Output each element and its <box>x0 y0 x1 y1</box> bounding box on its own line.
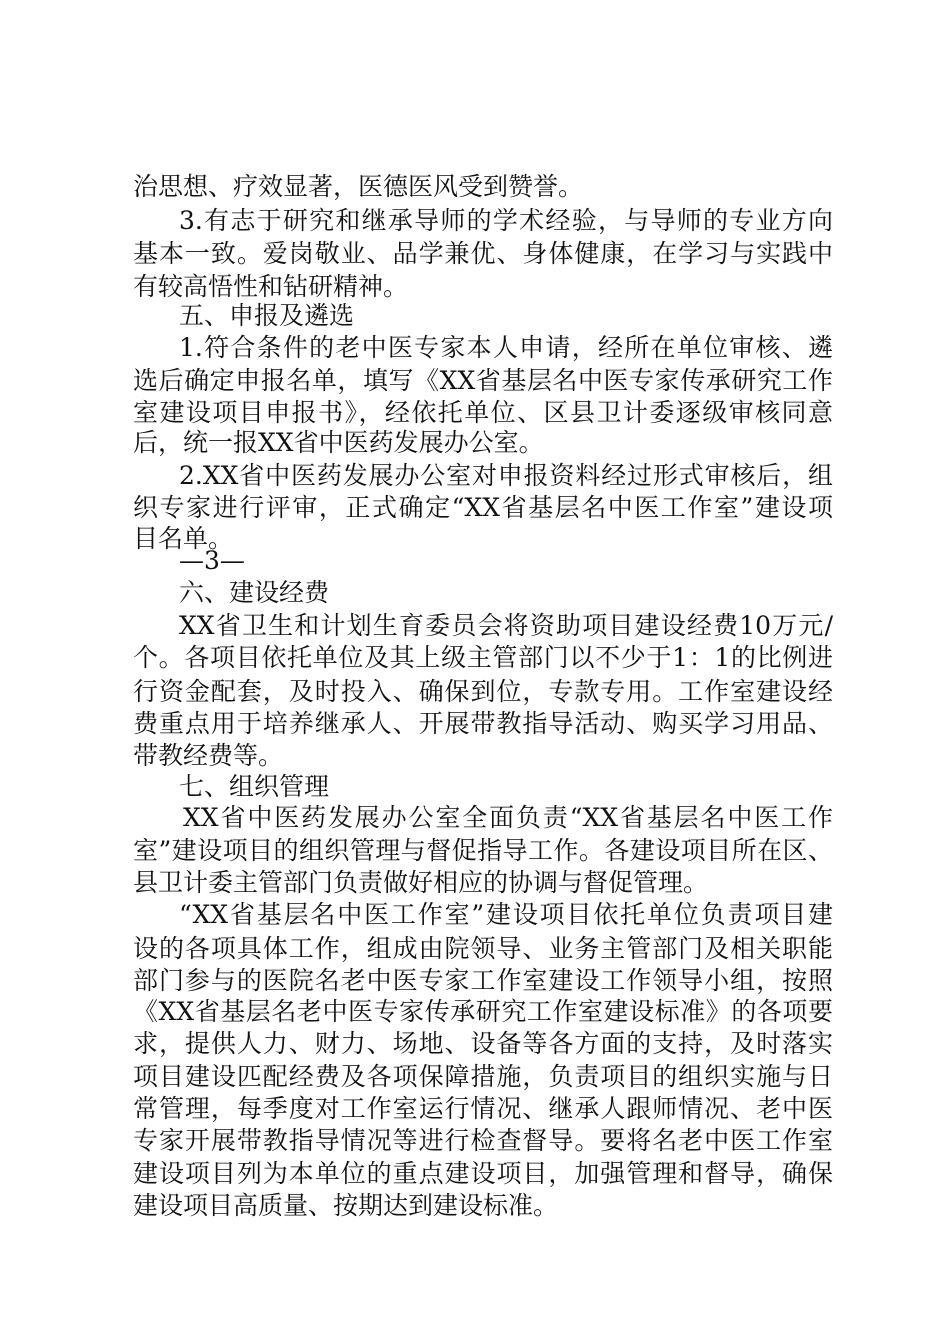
body-text-line: 费重点用于培养继承人、开展带教指导活动、购买学习用品、 <box>133 709 833 738</box>
body-text-line: 室建设项目申报书》，经依托单位、区县卫计委逐级审核同意 <box>133 398 833 427</box>
body-text-line: 行资金配套，及时投入、确保到位，专款专用。工作室建设经 <box>133 677 833 706</box>
body-text-line: 基本一致。爱岗敬业、品学兼优、身体健康，在学习与实践中 <box>133 239 833 268</box>
list-item-1-line: 1.符合条件的老中医专家本人申请，经所在单位审核、遴 <box>179 333 833 362</box>
body-text-line: 织专家进行评审，正式确定“XX省基层名中医工作室”建设项 <box>133 493 833 522</box>
body-text-line: 室”建设项目的组织管理与督促指导工作。各建设项目所在区、 <box>133 836 833 865</box>
list-item-3-line: 3.有志于研究和继承导师的学术经验，与导师的专业方向 <box>179 206 833 235</box>
body-text-line: 带教经费等。 <box>133 741 284 770</box>
section-heading-5: 五、申报及遴选 <box>179 301 355 330</box>
body-text-line: 建设项目列为本单位的重点建设项目，加强管理和督导，确保 <box>133 1159 833 1188</box>
body-text-line: 县卫计委主管部门负责做好相应的协调与督促管理。 <box>133 868 709 897</box>
body-text-line: 《XX省基层名老中医专家传承研究工作室建设标准》的各项要 <box>133 997 833 1026</box>
body-text-line: 目名单。 <box>133 524 234 553</box>
body-text-line: 项目建设匹配经费及各项保障措施，负责项目的组织实施与日 <box>133 1062 833 1091</box>
body-text-line: 常管理，每季度对工作室运行情况、继承人跟师情况、老中医 <box>133 1094 833 1123</box>
body-text-line: 部门参与的医院名老中医专家工作室建设工作领导小组，按照 <box>133 966 833 995</box>
body-text-line: 设的各项具体工作，组成由院领导、业务主管部门及相关职能 <box>133 934 833 963</box>
body-text-line: 专家开展带教指导情况等进行检查督导。要将名老中医工作室 <box>133 1126 833 1155</box>
list-item-2-line: 2.XX省中医药发展办公室对申报资料经过形式审核后，组 <box>179 461 833 490</box>
body-text-line: XX省卫生和计划生育委员会将资助项目建设经费10万元/ <box>179 611 833 640</box>
body-text-line: 治思想、疗效显著，医德医风受到赞誉。 <box>133 172 584 201</box>
body-text-line: 选后确定申报名单，填写《XX省基层名中医专家传承研究工作 <box>133 366 833 395</box>
body-text-line: XX省中医药发展办公室全面负责“XX省基层名中医工作 <box>183 803 833 832</box>
body-text-line: 后，统一报XX省中医药发展办公室。 <box>133 428 544 457</box>
body-text-line: 建设项目高质量、按期达到建设标准。 <box>133 1191 559 1220</box>
body-text-line: “XX省基层名中医工作室”建设项目依托单位负责项目建 <box>179 900 833 929</box>
section-heading-7: 七、组织管理 <box>179 772 330 801</box>
body-text-line: 求，提供人力、财力、场地、设备等各方面的支持，及时落实 <box>133 1029 833 1058</box>
section-heading-6: 六、建设经费 <box>179 578 330 607</box>
page-number: —3— <box>179 546 245 575</box>
body-text-line: 有较高悟性和钻研精神。 <box>133 272 409 301</box>
body-text-line: 个。各项目依托单位及其上级主管部门以不少于1：1的比例进 <box>133 643 833 672</box>
